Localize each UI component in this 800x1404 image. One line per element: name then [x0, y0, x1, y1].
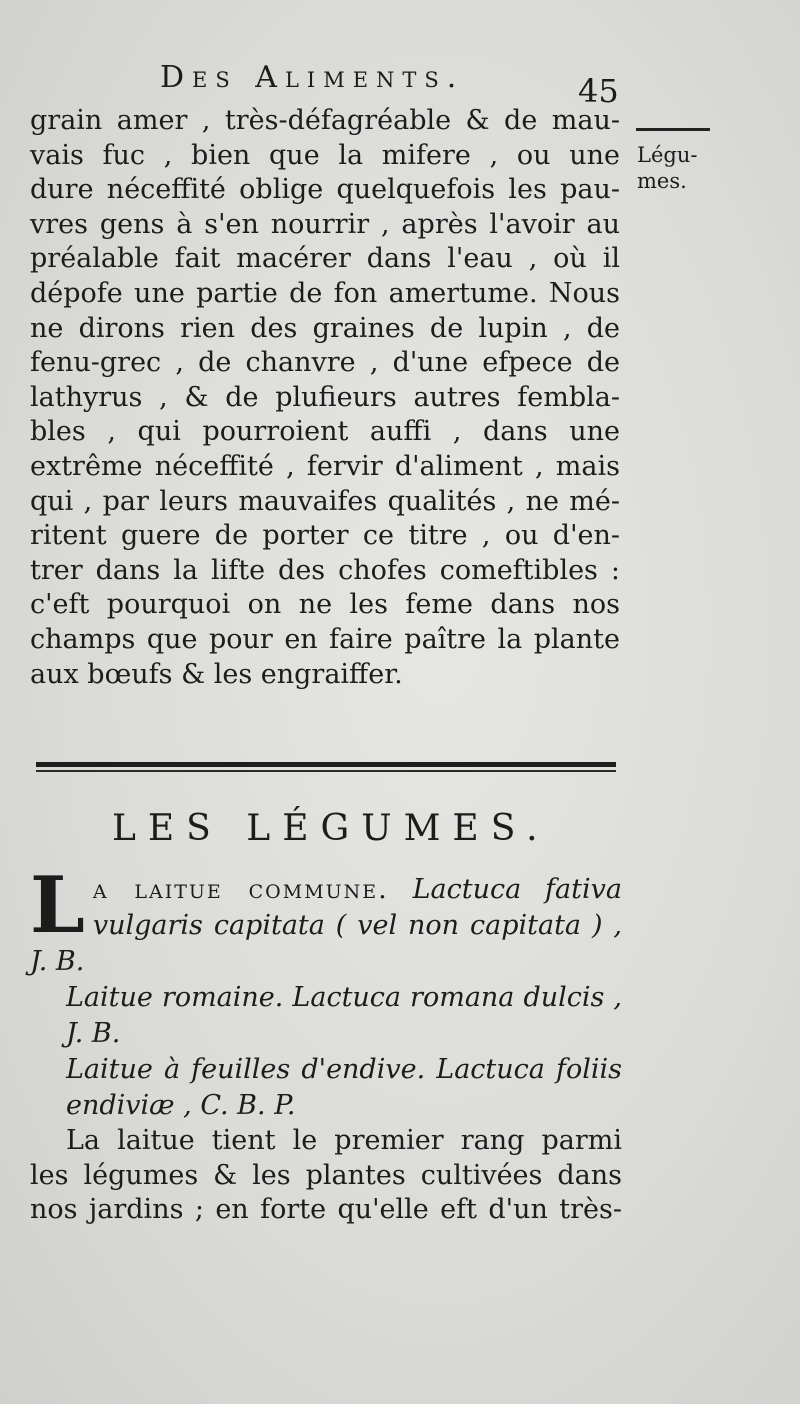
text-line: vais fuc , bien que la mifere , ou une [30, 139, 620, 171]
entry-reference: , J. B. [66, 982, 623, 1049]
running-head: Des Aliments. [160, 60, 465, 95]
text-line: extrême néceffité , fervir d'aliment , mais [30, 450, 620, 482]
margin-note-line: Légu- [637, 143, 698, 167]
entry-latin-name: Lactuca fativa vulgaris capitata ( vel non capitata ) , [92, 874, 622, 941]
drop-cap: L [30, 860, 85, 951]
entry-laitue-commune [30, 860, 622, 980]
text-line: ritent guere de porter ce titre , ou d'en- [30, 520, 620, 552]
entry-reference: J. B. [30, 946, 85, 977]
text-line: nos jardins ; en forte qu'elle eft d'un très- [30, 1194, 622, 1226]
entry-name: Laitue romaine. [66, 982, 284, 1013]
entry-laitue-endive [30, 1052, 622, 1124]
text-line: qui , par leurs mauvaifes qualités , ne mé- [30, 485, 620, 517]
entry-reference: , C. B. P. [183, 1090, 296, 1121]
text-line: lathyrus , & de plufieurs autres fembla- [30, 381, 620, 413]
text-line: préalable fait macérer dans l'eau , où il [30, 243, 620, 275]
text-line: dépofe une partie de fon amertume. Nous [30, 277, 620, 309]
margin-note-line: mes. [637, 169, 687, 193]
section-divider [36, 762, 616, 773]
text-line: les légumes & les plantes cultivées dans [30, 1159, 622, 1191]
section-title: LES LÉGUMES. [112, 808, 550, 849]
text-line: trer dans la lifte des chofes comeftibles : [30, 554, 620, 586]
margin-note [637, 142, 697, 194]
text-line: fenu-grec , de chanvre , d'une efpece de [30, 347, 620, 379]
text-line: bles , qui pourroient auffi , dans une [30, 416, 620, 448]
entry-laitue-romaine [30, 980, 622, 1052]
text-line: ne dirons rien des graines de lupin , de [30, 312, 620, 344]
margin-rule [636, 128, 710, 131]
body-paragraph [30, 104, 620, 692]
text-line: vres gens à s'en nourrir , après l'avoir au [30, 208, 620, 240]
entry-latin-name: Lactuca foliis endiviæ [66, 1054, 622, 1121]
divider-thick-rule [36, 762, 616, 767]
divider-thin-rule [36, 770, 616, 772]
text-line: grain amer , très-défagréable & de mau- [30, 105, 620, 136]
text-line: champs que pour en faire paître la plante [30, 623, 620, 655]
text-line: aux bœufs & les engraiffer. [30, 658, 403, 690]
text-line: La laitue tient le premier rang parmi [66, 1125, 622, 1156]
entry-name: Laitue à feuilles d'endive. [66, 1054, 426, 1085]
entry-latin-name: Lactuca romana dulcis [292, 982, 605, 1013]
text-line: c'eft pourquoi on ne les feme dans nos [30, 589, 620, 621]
page-number: 45 [578, 72, 619, 110]
section-body [30, 860, 623, 1228]
text-line: dure néceffité oblige quelquefois les pau- [30, 174, 620, 206]
entry-heading: a laitue commune. [92, 874, 389, 905]
